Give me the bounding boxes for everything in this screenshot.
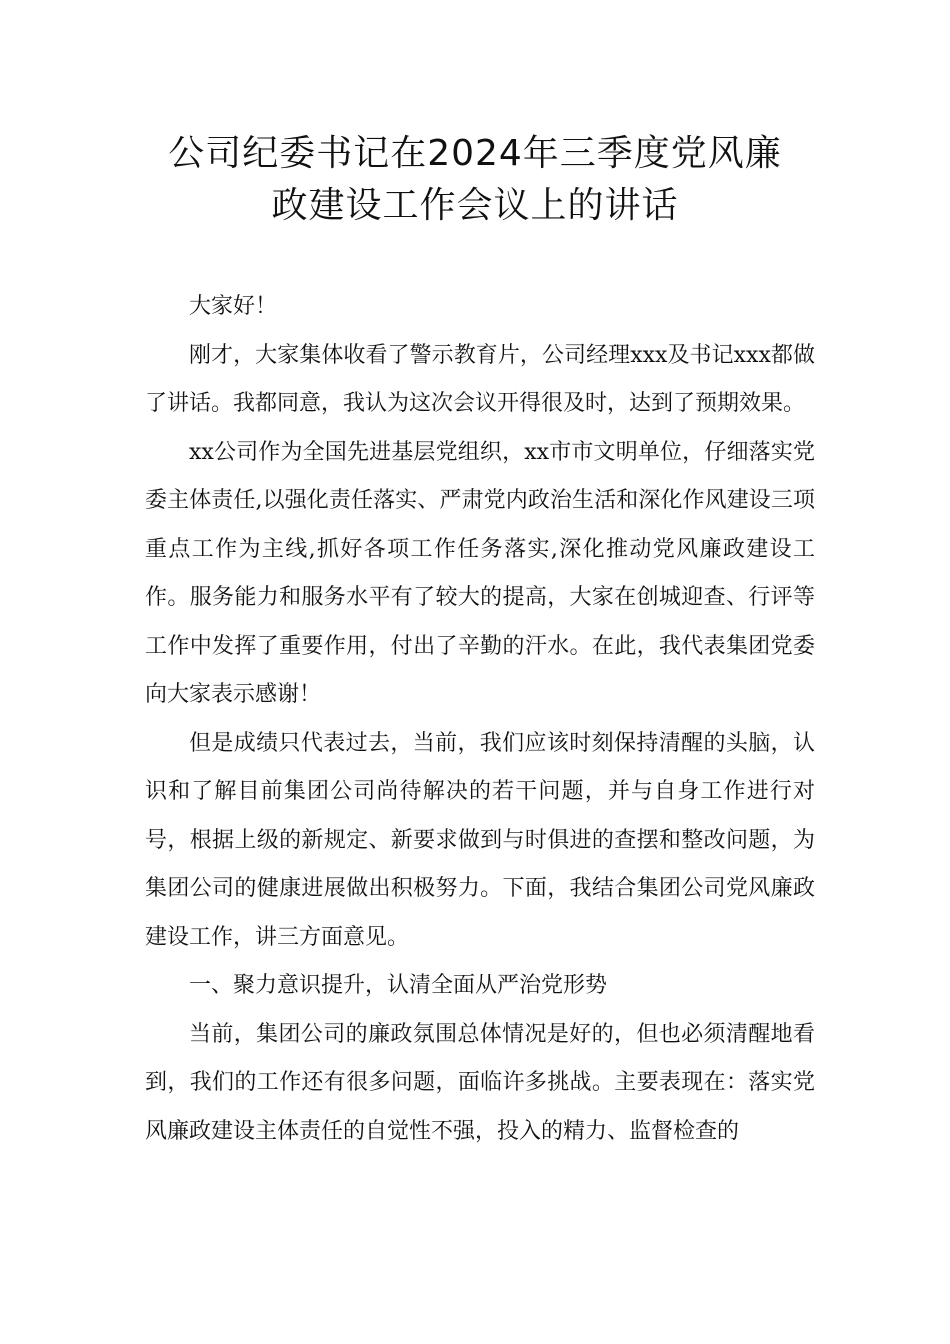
document-body: [145, 283, 815, 1156]
title-line-2: 政建设工作会议上的讲话: [271, 185, 679, 226]
paragraph-transition: 但是成绩只代表过去，当前，我们应该时刻保持清醒的头脑，认识和了解目前集团公司尚待解决的若干问题，并与自身工作进行对号，根据上级的新规定、新要求做到与时俱进的查摆和整改问题，为集团公司的健康进展做出积极努力。下面，我结合集团公司党风廉政建设工作，讲三方面意见。: [145, 730, 815, 950]
document-title: [120, 128, 830, 232]
paragraph-greeting: 大家好！: [189, 294, 278, 319]
title-line-1: 公司纪委书记在2024年三季度党风廉: [168, 133, 782, 174]
paragraph-situation: 当前，集团公司的廉政氛围总体情况是好的，但也必须清醒地看到，我们的工作还有很多问题，面临许多挑战。主要表现在：落实党风廉政建设主体责任的自觉性不强，投入的精力、监督检查的: [145, 1021, 815, 1144]
section-heading-1: 一、聚力意识提升，认清全面从严治党形势: [189, 973, 608, 998]
paragraph-achievements: xx公司作为全国先进基层党组织，xx市市文明单位，仔细落实党委主体责任,以强化责任落实、严肃党内政治生活和深化作风建设三项重点工作为主线,抓好各项工作任务落实,深化推动党风廉政建设工作。服务能力和服务水平有了较大的提高，大家在创城迎查、行评等工作中发挥了重要作用，付出了辛勤的汗水。在此，我代表集团党委向大家表示感谢！: [145, 439, 815, 707]
paragraph-opening: 刚才，大家集体收看了警示教育片，公司经理xxx及书记xxx都做了讲话。我都同意，我认为这次会议开得很及时，达到了预期效果。: [145, 342, 815, 416]
